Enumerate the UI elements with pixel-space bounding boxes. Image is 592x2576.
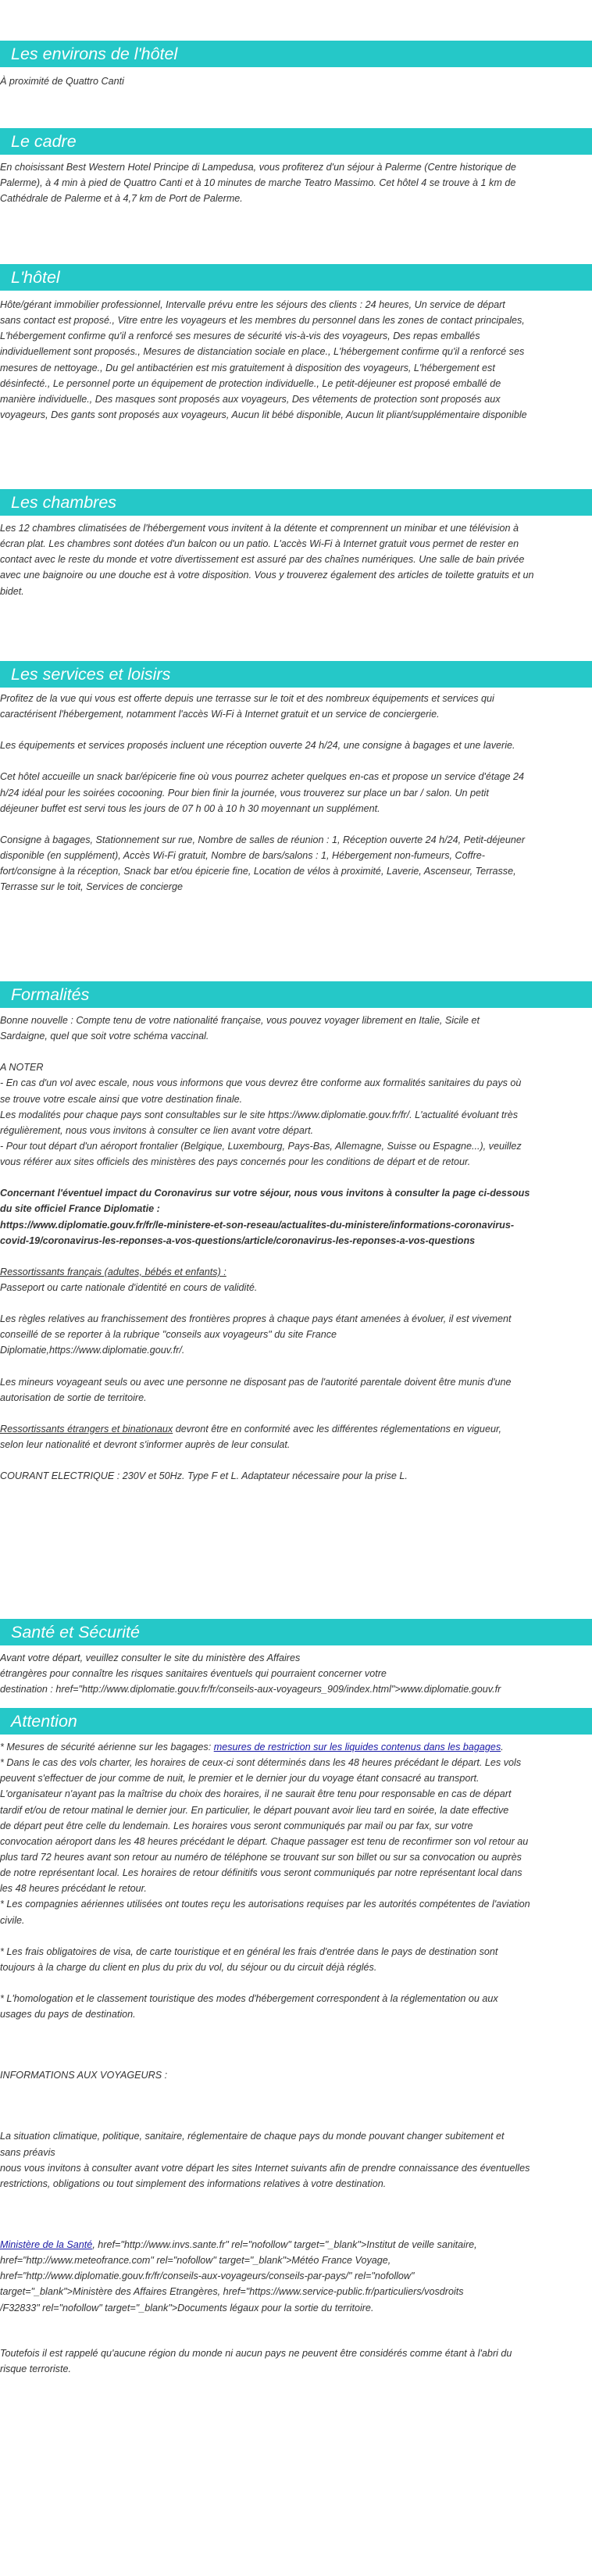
attention-line: Toutefois il est rappelé qu'aucune région du monde ni aucun pays ne peuvent être considérés comme étant à l'abri du [0, 2347, 512, 2359]
formalites-foreign-heading: Ressortissants étrangers et binationaux [0, 1423, 173, 1434]
chambres-line: écran plat. Les chambres sont dotées d'un balcon ou un patio. L'accès Wi-Fi à Internet gratuit vous permet de rester en [0, 538, 519, 550]
hotel-line: désinfecté., Le personnel porte un équipement de protection individuelle., Le petit-déjeuner est proposé emballé de [0, 377, 501, 389]
environs-body [0, 73, 590, 89]
attention-line: nous vous invitons à consulter avant votre départ les sites Internet suivants afin de prendre connaissance des éventuelles [0, 2162, 530, 2174]
cadre-line: En choisissant Best Western Hotel Principe di Lampedusa, vous profiterez d'un séjour à Palerme (Centre historique de [0, 162, 516, 173]
formalites-foreign-rest: devront être en conformité avec les différentes réglementations en vigueur, [173, 1423, 501, 1434]
formalites-line: conseillé de se reporter à la rubrique "conseils aux voyageurs" du site France [0, 1329, 337, 1341]
hotel-line: sans contact est proposé., Vitre entre les voyageurs et les membres du personnel dans les zones de contact principales, [0, 315, 525, 327]
formalites-body [0, 1013, 590, 1484]
attention-line: convocation aéroport dans les 48 heures précédant le départ. Chaque passager est tenu de reconfirmer son vol retour au [0, 1835, 529, 1847]
section-header-chambres [0, 489, 592, 516]
chambres-body [0, 520, 590, 599]
ministere-sante-line: Ministère de la Santé, href="http://www.invs.sante.fr" rel="nofollow" target="_blank">Institut de veille sanitaire, [0, 2238, 477, 2250]
sante-body [0, 1650, 590, 1697]
attention-line: de notre représentant local. Les horaires de retour définitifs vous seront communiqués par notre représentant local dans [0, 1867, 522, 1879]
formalites-line: selon leur nationalité et devront s'informer auprès de leur consulat. [0, 1438, 291, 1450]
attention-line: * Dans le cas des vols charter, les horaires de ceux-ci sont déterminés dans les 48 heures précédant le départ. Les vols [0, 1757, 522, 1769]
section-title-cadre: Le cadre [11, 132, 77, 151]
attention-line: de départ peut être celle du lendemain. Les horaires vous seront communiqués par mail ou par fax, sur votre [0, 1820, 473, 1831]
services-line: Profitez de la vue qui vous est offerte depuis une terrasse sur le toit et des nombreux équipements et services qui [0, 693, 494, 704]
attention-body [0, 1739, 590, 2377]
attention-line: href="http://www.meteofrance.com" rel="nofollow" target="_blank">Météo France Voyage, [0, 2255, 391, 2267]
hotel-line: manière individuelle., Des masques sont proposés aux voyageurs, Des vêtements de protection sont proposés aux [0, 393, 501, 405]
section-header-cadre [0, 128, 592, 155]
chambres-line: Les 12 chambres climatisées de l'hébergement vous invitent à la détente et comprennent un minibar et une télévision à [0, 523, 519, 534]
services-line: disponible (en supplément), Accès Wi-Fi gratuit, Nombre de bars/salons : 1, Hébergement non-fumeurs, Coffre- [0, 849, 485, 861]
services-line: caractérisent l'hébergement, notamment l'accès Wi-Fi à Internet gratuit et un service de conciergerie. [0, 709, 440, 720]
formalites-bold-line: https://www.diplomatie.gouv.fr/fr/le-ministere-et-son-reseau/actualites-du-ministere/informations-coronavirus- [0, 1219, 515, 1231]
chambres-line: avec une baignoire ou une douche est à votre disposition. Vous y trouverez également des articles de toilette gratuits et un [0, 570, 534, 581]
services-line: Consigne à bagages, Stationnement sur rue, Nombre de salles de réunion : 1, Réception ouverte 24 h/24, Petit-déjeuner [0, 834, 526, 845]
formalites-foreign-line [0, 1421, 590, 1437]
hotel-line: voyageurs, Des gants sont proposés aux voyageurs, Aucun lit bébé disponible, Aucun lit pliant/supplémentaire disponible [0, 409, 527, 420]
cadre-line: Palerme), à 4 min à pied de Quattro Canti et à 10 minutes de marche Teatro Massimo. Cet hôtel 4 se trouve à 1 km de [0, 177, 516, 189]
info-voyageurs-heading: INFORMATIONS AUX VOYAGEURS : [0, 2070, 168, 2081]
section-header-environs [0, 41, 592, 67]
formalites-line: Les mineurs voyageant seuls ou avec une personne ne disposant pas de l'autorité parentale doivent être munis d'une [0, 1376, 512, 1388]
hotel-line: Hôte/gérant immobilier professionnel, Intervalle prévu entre les séjours des clients : 24 heures, Un service de départ [0, 299, 505, 310]
ministere-sante-link[interactable]: Ministère de la Santé [0, 2238, 93, 2250]
attention-line: /F32833" rel="nofollow" target="_blank">Documents légaux pour la sortie du territoire. [0, 2302, 374, 2313]
cadre-line: Cathédrale de Palerme et à 4,7 km de Port de Palerme. [0, 193, 243, 205]
formalites-line: Diplomatie,https://www.diplomatie.gouv.fr/. [0, 1345, 185, 1356]
attention-line: * L'homologation et le classement touristique des modes d'hébergement correspondent à la réglementation ou aux [0, 1992, 498, 2004]
section-title-attention: Attention [11, 1712, 77, 1731]
chambres-line: bidet. [0, 585, 24, 597]
services-line: fort/consigne à la réception, Snack bar et/ou épicerie fine, Location de vélos à proximité, Laverie, Ascenseur, Terrasse, [0, 866, 516, 877]
formalites-line: Passeport ou carte nationale d'identité en cours de validité. [0, 1281, 258, 1293]
services-line: Terrasse sur le toit, Services de concierge [0, 881, 184, 893]
services-line: Les équipements et services proposés incluent une réception ouverte 24 h/24, une consigne à bagages et une laverie. [0, 740, 515, 752]
formalites-line: Les règles relatives au franchissement des frontières propres à chaque pays étant amenées à évoluer, il est vivement [0, 1313, 512, 1325]
services-line: h/24 idéal pour les soirées cocooning. Pour bien finir la journée, vous trouverez sur place un bar / salon. Un petit [0, 787, 489, 799]
section-title-formalites: Formalités [11, 985, 90, 1004]
formalites-line: autorisation de sortie de territoire. [0, 1392, 147, 1403]
formalites-bold-line: covid-19/coronavirus-les-reponses-a-vos-questions/article/coronavirus-les-reponses-a-vos-questions [0, 1234, 476, 1246]
formalites-bold-line: Concernant l'éventuel impact du Coronavirus sur votre séjour, nous vous invitons à consulter la page ci-dessous [0, 1188, 530, 1199]
section-header-services [0, 661, 592, 688]
section-header-sante [0, 1619, 592, 1645]
formalites-line: vous référer aux sites officiels des ministères des pays concernés pour les conditions de départ et de retour. [0, 1156, 471, 1168]
formalites-french-heading: Ressortissants français (adultes, bébés et enfants) : [0, 1266, 226, 1277]
section-header-formalites [0, 981, 592, 1008]
hotel-line: mesures de nettoyage., Du gel antibactérien est mis gratuitement à disposition des voyageurs, L'hébergement est [0, 362, 495, 373]
formalites-line: se trouve votre escale ainsi que votre destination finale. [0, 1093, 243, 1105]
section-title-services: Les services et loisirs [11, 665, 171, 684]
hotel-line: L'hébergement confirme qu'il a renforcé ses mesures de sécurité vis-à-vis des voyageurs, Des repas emballés [0, 330, 480, 342]
section-header-attention [0, 1708, 592, 1735]
section-title-environs: Les environs de l'hôtel [11, 45, 178, 63]
sante-line: Avant votre départ, veuillez consulter le site du ministère des Affaires [0, 1652, 301, 1663]
services-body [0, 691, 590, 895]
section-title-sante: Santé et Sécurité [11, 1623, 140, 1642]
formalites-line: - Pour tout départ d'un aéroport frontalier (Belgique, Luxembourg, Pays-Bas, Allemagne, Suisse ou Espagne...), veuillez [0, 1140, 522, 1152]
sante-line: étrangères pour connaître les risques sanitaires éventuels qui pourraient concerner votre [0, 1668, 387, 1680]
formalites-bold-line: du site officiel France Diplomatie : [0, 1203, 160, 1215]
attention-line: * Les compagnies aériennes utilisées ont toutes reçu les autorisations requises par les autorités compétentes de l'aviation [0, 1899, 530, 1910]
attention-line: toujours à la charge du client en plus du prix du vol, du séjour ou du circuit déjà réglés. [0, 1961, 377, 1973]
attention-line: sans préavis [0, 2146, 55, 2158]
liquids-restriction-link[interactable]: mesures de restriction sur les liquides contenus dans les bagages [213, 1742, 501, 1752]
attention-line: target="_blank">Ministère des Affaires Etrangères, href="https://www.service-public.fr/particuliers/vosdroits [0, 2286, 464, 2298]
services-line: déjeuner buffet est servi tous les jours de 07 h 00 à 10 h 30 moyennant un supplément. [0, 802, 380, 814]
hotel-line: individuellement sont proposés., Mesures de distanciation sociale en place., L'hébergement confirme qu'il a renforcé ses [0, 346, 525, 358]
attention-line: les 48 heures précédant le retour. [0, 1883, 147, 1895]
attention-line: tardif et/ou de retour matinal le dernier jour. En particulier, le départ pouvant avoir lieu tard en soirée, la date effective [0, 1804, 509, 1816]
attention-line: usages du pays de destination. [0, 2009, 136, 2020]
formalites-line: - En cas d'un vol avec escale, nous vous informons que vous devrez être conforme aux formalités sanitaires du pays où [0, 1077, 522, 1089]
attention-line: civile. [0, 1914, 25, 1926]
formalites-line: Bonne nouvelle : Compte tenu de votre nationalité française, vous pouvez voyager librement en Italie, Sicile et [0, 1015, 480, 1026]
formalites-line: régulièrement, nous vous invitons à consulter ce lien avant votre départ. [0, 1124, 314, 1136]
attention-line: L'organisateur n'ayant pas la maîtrise du choix des horaires, il ne saurait être tenu pour responsable en cas de départ [0, 1788, 512, 1800]
section-title-chambres: Les chambres [11, 493, 117, 512]
attention-line: href="http://www.diplomatie.gouv.fr/fr/conseils-aux-voyageurs/conseils-par-pays/" rel="nofollow" [0, 2271, 415, 2282]
hotel-body [0, 297, 590, 423]
attention-line: restrictions, obligations ou tout simplement des informations relatives à votre destination. [0, 2178, 387, 2189]
sante-line: destination : href="http://www.diplomatie.gouv.fr/fr/conseils-aux-voyageurs_909/index.html">www.diplomatie.gouv.fr [0, 1684, 501, 1695]
attention-line: * Les frais obligatoires de visa, de carte touristique et en général les frais d'entrée dans le pays de destination sont [0, 1945, 498, 1957]
formalites-line: A NOTER [0, 1062, 44, 1074]
cadre-body [0, 159, 590, 206]
section-header-hotel [0, 264, 592, 291]
formalites-line: Sardaigne, quel que soit votre schéma vaccinal. [0, 1031, 209, 1042]
formalites-electric: COURANT ELECTRIQUE : 230V et 50Hz. Type F et L. Adaptateur nécessaire pour la prise L. [0, 1470, 408, 1482]
services-line: Cet hôtel accueille un snack bar/épicerie fine où vous pourrez acheter quelques en-cas et propose un service d'étage 24 [0, 771, 524, 783]
section-title-hotel: L'hôtel [11, 268, 60, 287]
attention-line: plus tard 72 heures avant son retour au numéro de téléphone se trouvant sur son billet ou sur sa convocation ou auprès [0, 1851, 522, 1863]
attention-line: risque terroriste. [0, 2363, 71, 2374]
environs-text: À proximité de Quattro Canti [0, 76, 124, 87]
attention-baggage-line: * Mesures de sécurité aérienne sur les bagages: mesures de restriction sur les liquides contenus dans les bagages. [0, 1742, 504, 1752]
attention-line: peuvent s'effectuer de jour comme de nuit, le premier et le dernier jour du voyage étant consacré au transport. [0, 1773, 480, 1785]
chambres-line: contact avec le reste du monde et votre divertissement est assuré par des chaînes numériques. Une salle de bain privée [0, 554, 525, 566]
attention-line: La situation climatique, politique, sanitaire, réglementaire de chaque pays du monde pouvant changer subitement et [0, 2131, 505, 2142]
formalites-line: Les modalités pour chaque pays sont consultables sur le site https://www.diplomatie.gouv.fr/fr/. L'actualité évoluant très [0, 1109, 518, 1120]
